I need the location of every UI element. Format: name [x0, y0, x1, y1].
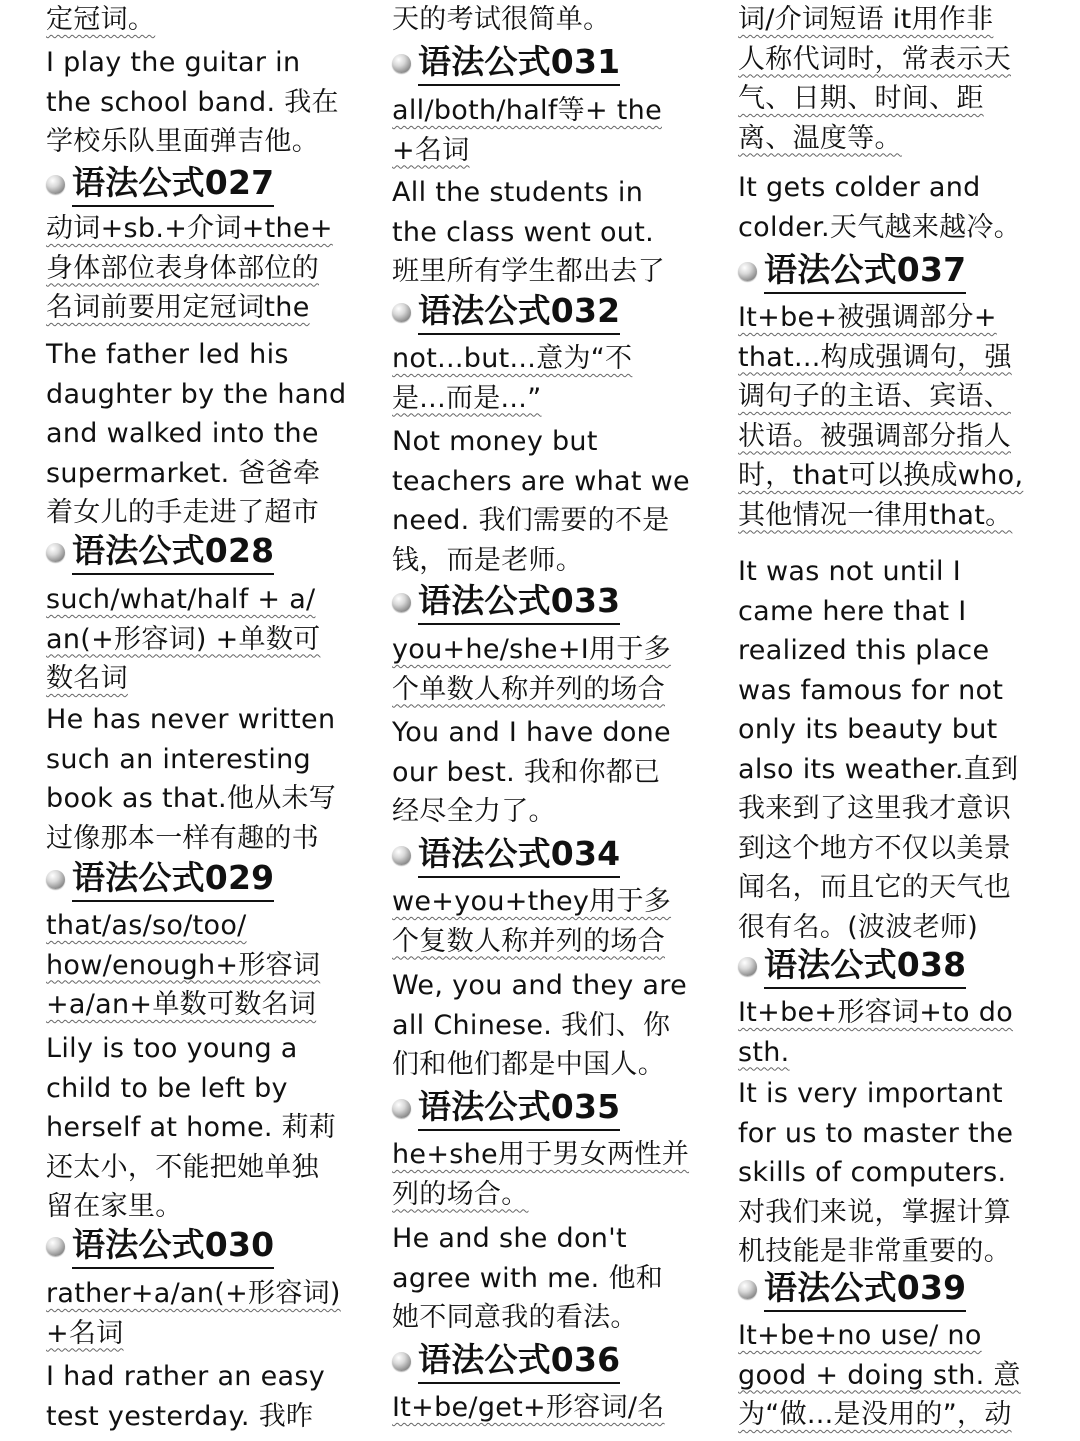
formula-line: 个复数人称并列的场合	[392, 925, 665, 957]
formula-line: 动词+sb.+介词+the+	[46, 213, 333, 244]
example-line: agree with me. 他和	[392, 1262, 664, 1294]
example-line: and walked into the	[46, 418, 319, 449]
example-line: 经尽全力了。	[392, 796, 556, 827]
heading-035	[392, 1085, 620, 1131]
example-line: 钱，而是老师。	[392, 544, 584, 576]
example-line: test yesterday. 我昨	[46, 1400, 314, 1432]
heading-title: 语法公式035	[418, 1085, 620, 1131]
formula-034	[392, 882, 671, 961]
example-028	[46, 700, 336, 858]
formula-line: an(+形容词) +单数可	[46, 623, 321, 655]
formula-line: 调句子的主语、宾语、	[738, 381, 1011, 412]
example-line: He has never written	[46, 704, 336, 735]
heading-030	[46, 1223, 274, 1269]
formula-line: 词/介词短语 it用作非	[738, 4, 994, 35]
formula-033	[392, 630, 671, 709]
example-line: the class went out.	[392, 216, 654, 248]
example-line: only its beauty but	[738, 714, 998, 745]
example-line: skills of computers.	[738, 1157, 1007, 1188]
bullet-icon	[392, 303, 411, 322]
formula-line: It+be+no use/ no	[738, 1320, 982, 1351]
heading-032	[392, 289, 620, 335]
bullet-icon	[392, 593, 411, 612]
heading-037	[738, 248, 966, 294]
example-line: He and she don't	[392, 1223, 627, 1254]
formula-line: you+he/she+I用于多	[392, 634, 671, 665]
heading-title: 语法公式039	[764, 1266, 966, 1312]
example-line: need. 我们需要的不是	[392, 505, 670, 536]
example-line: It gets colder and	[738, 172, 981, 203]
formula-027	[46, 209, 333, 328]
heading-title: 语法公式036	[418, 1338, 620, 1384]
example-line: 对我们来说，掌握计算	[738, 1196, 1011, 1228]
formula-line: 其他情况一律用that。	[738, 499, 1013, 531]
example-line: It was not until I	[738, 556, 961, 587]
formula-037	[738, 298, 1023, 535]
example-line: book as that.他从未写	[46, 783, 337, 814]
heading-title: 语法公式038	[764, 943, 966, 989]
bullet-icon	[738, 1280, 757, 1299]
formula-line: he+she用于男女两性并	[392, 1139, 690, 1170]
example-line: The father led his	[46, 339, 289, 370]
example-line: I play the guitar in	[46, 47, 301, 78]
example-line: realized this place	[738, 635, 990, 666]
example-line: Lily is too young a	[46, 1033, 298, 1064]
example-line: 我来到了这里我才意识	[738, 793, 1011, 824]
heading-028	[46, 529, 274, 575]
example-027	[46, 335, 346, 533]
formula-line: not...but...意为“不	[392, 343, 633, 374]
example-line: You and I have done	[392, 717, 671, 748]
bullet-icon	[738, 262, 757, 281]
example-line: 闻名，而且它的天气也	[738, 872, 1011, 903]
example-030	[46, 1357, 325, 1436]
example-line: It is very important	[738, 1078, 1003, 1109]
formula-032	[392, 339, 632, 418]
example-line: our best. 我和你都已	[392, 756, 661, 788]
example-line: teachers are what we	[392, 465, 690, 497]
intro-example	[738, 168, 1021, 247]
bullet-icon	[46, 1237, 65, 1256]
formula-039	[738, 1316, 1021, 1435]
example-line: for us to master the	[738, 1117, 1014, 1149]
formula-line: that/as/so/too/	[46, 910, 247, 941]
heading-title: 语法公式032	[418, 289, 620, 335]
formula-029	[46, 906, 320, 1025]
heading-038	[738, 943, 966, 989]
example-031	[392, 173, 665, 292]
heading-title: 语法公式037	[764, 248, 966, 294]
intro-example	[46, 43, 339, 162]
formula-line: good + doing sth. 意	[738, 1359, 1021, 1391]
formula-028	[46, 580, 320, 699]
formula-line: 状语。被强调部分指人	[738, 420, 1011, 452]
heading-title: 语法公式028	[72, 529, 274, 575]
formula-line: It+be/get+形容词/名	[392, 1392, 665, 1423]
formula-line: 气、日期、时间、距	[738, 83, 984, 114]
intro-example-tail	[392, 0, 610, 40]
example-line: 着女儿的手走进了超市	[46, 497, 319, 528]
formula-line: 身体部位表身体部位的	[46, 252, 319, 284]
heading-027	[46, 161, 274, 207]
example-line: the school band. 我在	[46, 86, 339, 118]
formula-line: all/both/half等+ the	[392, 95, 662, 126]
formula-line: 时，that可以换成who,	[738, 460, 1024, 491]
example-line: I had rather an easy	[46, 1361, 326, 1392]
formula-line: 定冠词。	[46, 4, 156, 35]
bullet-icon	[392, 54, 411, 73]
heading-title: 语法公式030	[72, 1223, 274, 1269]
example-line: All the students in	[392, 177, 644, 208]
example-line: Not money but	[392, 426, 598, 457]
example-line: colder.天气越来越冷。	[738, 211, 1022, 243]
formula-line: 列的场合。	[392, 1178, 529, 1210]
example-line: daughter by the hand	[46, 378, 347, 410]
bullet-icon	[392, 846, 411, 865]
example-line: 到这个地方不仅以美景	[738, 832, 1011, 864]
example-037	[738, 552, 1018, 947]
heading-031	[392, 40, 620, 86]
example-line: all Chinese. 我们、你	[392, 1009, 671, 1041]
heading-034	[392, 832, 620, 878]
example-line: 们和他们都是中国人。	[392, 1049, 665, 1080]
example-line: 机技能是非常重要的。	[738, 1236, 1011, 1267]
example-035	[392, 1219, 663, 1338]
example-line: child to be left by	[46, 1072, 288, 1104]
example-line: herself at home. 莉莉	[46, 1112, 337, 1143]
heading-title: 语法公式031	[418, 40, 620, 86]
formula-038	[738, 993, 1013, 1072]
example-038	[738, 1074, 1013, 1272]
bullet-icon	[392, 1352, 411, 1371]
formula-line: 人称代词时，常表示天	[738, 43, 1011, 75]
example-line: such an interesting	[46, 743, 311, 775]
formula-line: 个单数人称并列的场合	[392, 673, 665, 705]
formula-line: It+be+形容词+to do	[738, 997, 1014, 1028]
example-line: 天的考试很简单。	[392, 4, 611, 35]
example-033	[392, 713, 671, 832]
heading-029	[46, 856, 274, 902]
example-line: We, you and they are	[392, 970, 687, 1001]
example-line: 她不同意我的看法。	[392, 1302, 638, 1333]
intro-formula-tail	[46, 0, 155, 40]
example-line: supermarket. 爸爸牵	[46, 457, 321, 489]
formula-line: 是...而是...”	[392, 382, 542, 414]
formula-line: that...构成强调句，强	[738, 341, 1012, 373]
formula-line: It+be+被强调部分+	[738, 302, 997, 333]
heading-039	[738, 1266, 966, 1312]
example-line: 过像那本一样有趣的书	[46, 822, 319, 854]
bullet-icon	[46, 175, 65, 194]
example-line: came here that I	[738, 595, 967, 627]
formula-line: sth.	[738, 1036, 790, 1068]
example-line: 班里所有学生都出去了	[392, 256, 665, 287]
formula-line: 离、温度等。	[738, 122, 902, 154]
example-032	[392, 422, 690, 580]
formula-030	[46, 1274, 341, 1353]
heading-title: 语法公式034	[418, 832, 620, 878]
formula-035	[392, 1135, 689, 1214]
heading-title: 语法公式027	[72, 161, 274, 207]
example-line: 留在家里。	[46, 1191, 183, 1222]
example-line: was famous for not	[738, 674, 1004, 706]
formula-line: such/what/half + a/	[46, 584, 316, 615]
formula-line: 为“做...是没用的”，动	[738, 1399, 1012, 1430]
formula-031	[392, 91, 662, 170]
formula-line: +名词	[46, 1317, 124, 1349]
formula-line: we+you+they用于多	[392, 886, 672, 917]
formula-line: rather+a/an(+形容词)	[46, 1278, 341, 1309]
formula-line: how/enough+形容词	[46, 949, 321, 981]
heading-036	[392, 1338, 620, 1384]
bullet-icon	[392, 1099, 411, 1118]
example-line: 很有名。(波波老师)	[738, 911, 979, 943]
formula-line: 名词前要用定冠词the	[46, 292, 310, 323]
example-029	[46, 1029, 336, 1227]
example-line: 学校乐队里面弹吉他。	[46, 126, 319, 157]
formula-036	[392, 1388, 665, 1428]
bullet-icon	[738, 957, 757, 976]
heading-033	[392, 579, 620, 625]
formula-line: +名词	[392, 134, 470, 166]
example-line: also its weather.直到	[738, 753, 1019, 785]
heading-title: 语法公式029	[72, 856, 274, 902]
formula-line: +a/an+单数可数名词	[46, 989, 317, 1020]
example-line: 还太小，不能把她单独	[46, 1151, 319, 1183]
formula-line: 数名词	[46, 663, 128, 694]
intro-formula-tail	[738, 0, 1011, 158]
example-034	[392, 966, 687, 1085]
bullet-icon	[46, 543, 65, 562]
bullet-icon	[46, 870, 65, 889]
heading-title: 语法公式033	[418, 579, 620, 625]
